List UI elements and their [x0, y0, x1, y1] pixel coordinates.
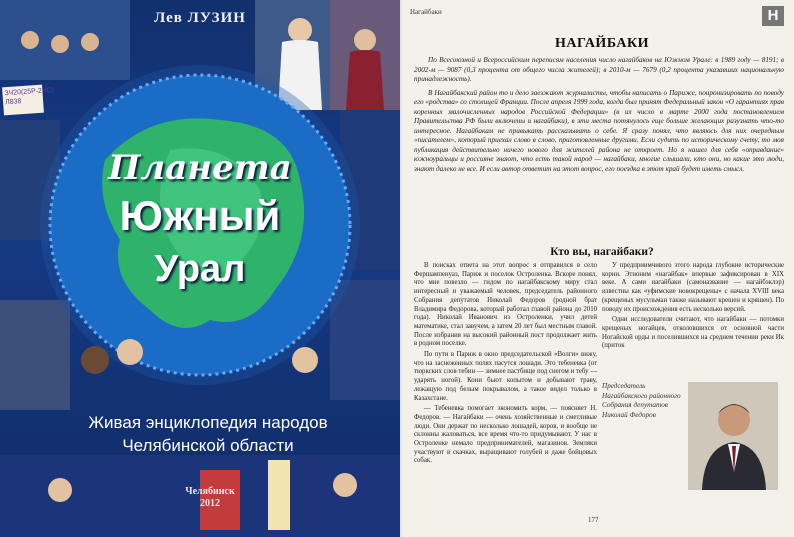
- col1-paragraph-2: По пути в Париж в окно председательской «Волги» вижу, что на заснеженных полях пасутся лошади. Это тебеневка (от тюркских слов тебин — зимнее пастбище под снегом и тебу — ударять ногой). Кони бьют копытом и добывают траву, лежащую под белым покрывалом, а такое видел только в Казахстане.: [414, 351, 597, 402]
- text-column-left: [414, 262, 597, 468]
- running-header: Нагайбаки: [410, 8, 442, 16]
- page-number: 177: [588, 516, 599, 524]
- intro-paragraph-2: В Нагайбакский район то и дело заезжают журналисты, чтобы написать о Париже, поиронизировать по поводу его «родства» со столицей Франции. После апреля 1999 года, когда был принят Федеральный закон «О гарантиях прав коренных малочисленных народов Российской Федерации» (в их число в марте 2000 года постановлением Правительства РФ были включены и нагайбаки), в эти места потянулось еще больше желающих разузнать что-то интересное. Нагайбакам не привыкать рассказывать о себе. Я сразу понял, что являюсь для них очередным «писателем», который приехал слово в слово, приготовленные другими. Если судить по историческому счету, то моя публикация действительно ничего нового для жителей района не откроет. Но я нашел для себя «оправдание» южноуральцы и россияне знают, что есть такой народ — нагайбаки, многие слышали, кто они, но какие это люди, знают далеко не все. И если автор ответит на этот вопрос, его поездка в этот край будет иметь смысл.: [414, 88, 784, 173]
- subtitle-line-2: Челябинской области: [122, 436, 294, 455]
- photo-caption: Председатель Нагайбакского районного Собрания депутатов Николай Федоров: [602, 382, 681, 419]
- portrait-photo: [688, 382, 778, 490]
- city: Челябинск: [185, 486, 235, 497]
- intro-text: [414, 56, 784, 178]
- library-sticker: ЗЧ20(25Р-2ЧС) Л838: [2, 85, 44, 116]
- subtitle-line-1: Живая энциклопедия народов: [88, 413, 328, 432]
- col2-paragraph-2: Одни исследователи считают, что нагайбаки — потомки крещеных ногайцев, отколовшихся от основной части Ногайской орды и поселившихся на среднем течении реки Ик (приток: [602, 316, 784, 350]
- title-line-1: Планета: [108, 148, 292, 188]
- publication-place: [160, 486, 260, 510]
- author-name: Лев ЛУЗИН: [154, 10, 246, 26]
- text-column-right: [602, 262, 784, 353]
- col1-paragraph-1: В поисках ответа на этот вопрос я отправился в село Фершампенуаз, Париж и поселок Остроленка. Вскоре понял, что мне повезло — гидом по нагайбакскому миру стал интересный и уважаемый человек, председатель районного Собрания депутатов Николай Федоров (родной брат Владимира Федорова, который работал главой района до 2010 года). Николай Иванович из Остроленки, учил детей математике, стал завучем, а затем 20 лет был местным главой. После избрания на высокий районный пост продолжает жить в родном поселке.: [414, 262, 597, 348]
- section-heading: Кто вы, нагайбаки?: [550, 246, 654, 258]
- year: 2012: [200, 498, 220, 509]
- col2-paragraph-1: У предприимчивого этого народа глубокие исторические корни. Этноним «нагайбак» впервые зафиксирован в XIX веке. А сами нагайбаки (самоназвание — нагайбэклэр) известны как «уфимские новокрещены» с начала XVIII века (крещеных мусульман также называют крешен и кряшен). По поводу их происхождения есть несколько версий.: [602, 262, 784, 313]
- title-line-3: Урал: [154, 248, 246, 290]
- article-title: НАГАЙБАКИ: [554, 36, 650, 51]
- portrait-illustration: [688, 382, 778, 490]
- section-letter: Н: [762, 6, 784, 26]
- book-page: [402, 0, 794, 537]
- intro-paragraph-1: По Всесоюзной и Всероссийским переписям населения число нагайбаков на Южном Урале: в 1989 году — 8191; в 2002-м — 9087 (0,3 процента от общего числа жителей); в 2010-м — 7679 (0,2 процента указавших национальную принадлежность).: [414, 56, 784, 83]
- title-line-2: Южный: [119, 192, 281, 239]
- col1-paragraph-3: — Тебеневка помогает экономить корм, — поясняет Н. Федоров. — Нагайбаки — очень хозяйственные и сметливые люди. Они держат по несколько лошадей, коров, и вообще не склонны жаловаться, все время что-то придумывают. У нас в Остроленке немало предпринимателей, магазинов. Земляки участвуют в скачках, выращивают голубей и даже бойцовых собак.: [414, 405, 597, 465]
